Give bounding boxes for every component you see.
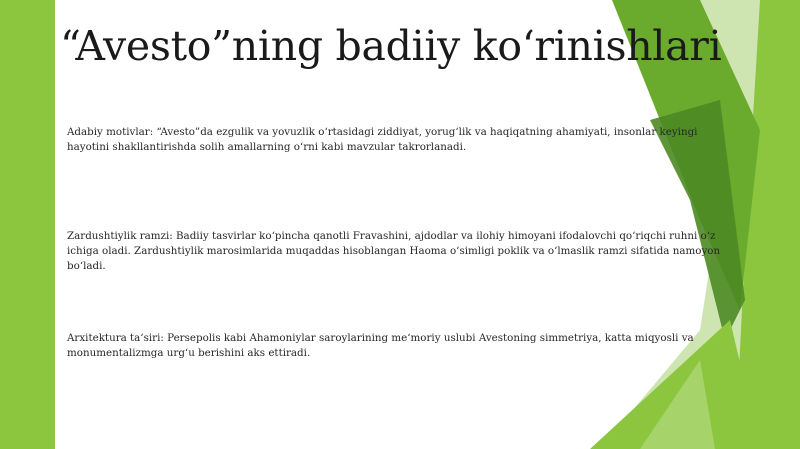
slide-title: “Avesto”ning badiiy ko‘rinishlari [60,22,722,70]
paragraph-zoroastrian-symbol: Zardushtiylik ramzi: Badiiy tasvirlar ko‘pincha qanotli Fravashini, ajdodlar va ilohiy himoyani ifodalovchi qo‘riqchi ruhni o‘z ichiga oladi. Zardushtiylik marosimlarida muqaddas hisoblangan Haoma o‘simligi poklik va o‘lmaslik ramzi sifatida namoyon bo‘ladi. [67,230,721,272]
paragraph-architecture-influence: Arxitektura ta‘siri: Persepolis kabi Ahamoniylar saroylarining me‘moriy uslubi Avestoning simmetriya, katta miqyosli va monumentalizmga urg‘u berishini aks ettiradi. [67,332,694,359]
paragraph-literary-motifs: Adabiy motivlar: “Avesto”da ezgulik va yovuzlik o‘rtasidagi ziddiyat, yorug‘lik va haqiqatning ahamiyati, insonlar keyingi hayotini shakllantirishda solih amallarning o‘rni kabi mavzular takrorlanadi. [67,126,698,153]
